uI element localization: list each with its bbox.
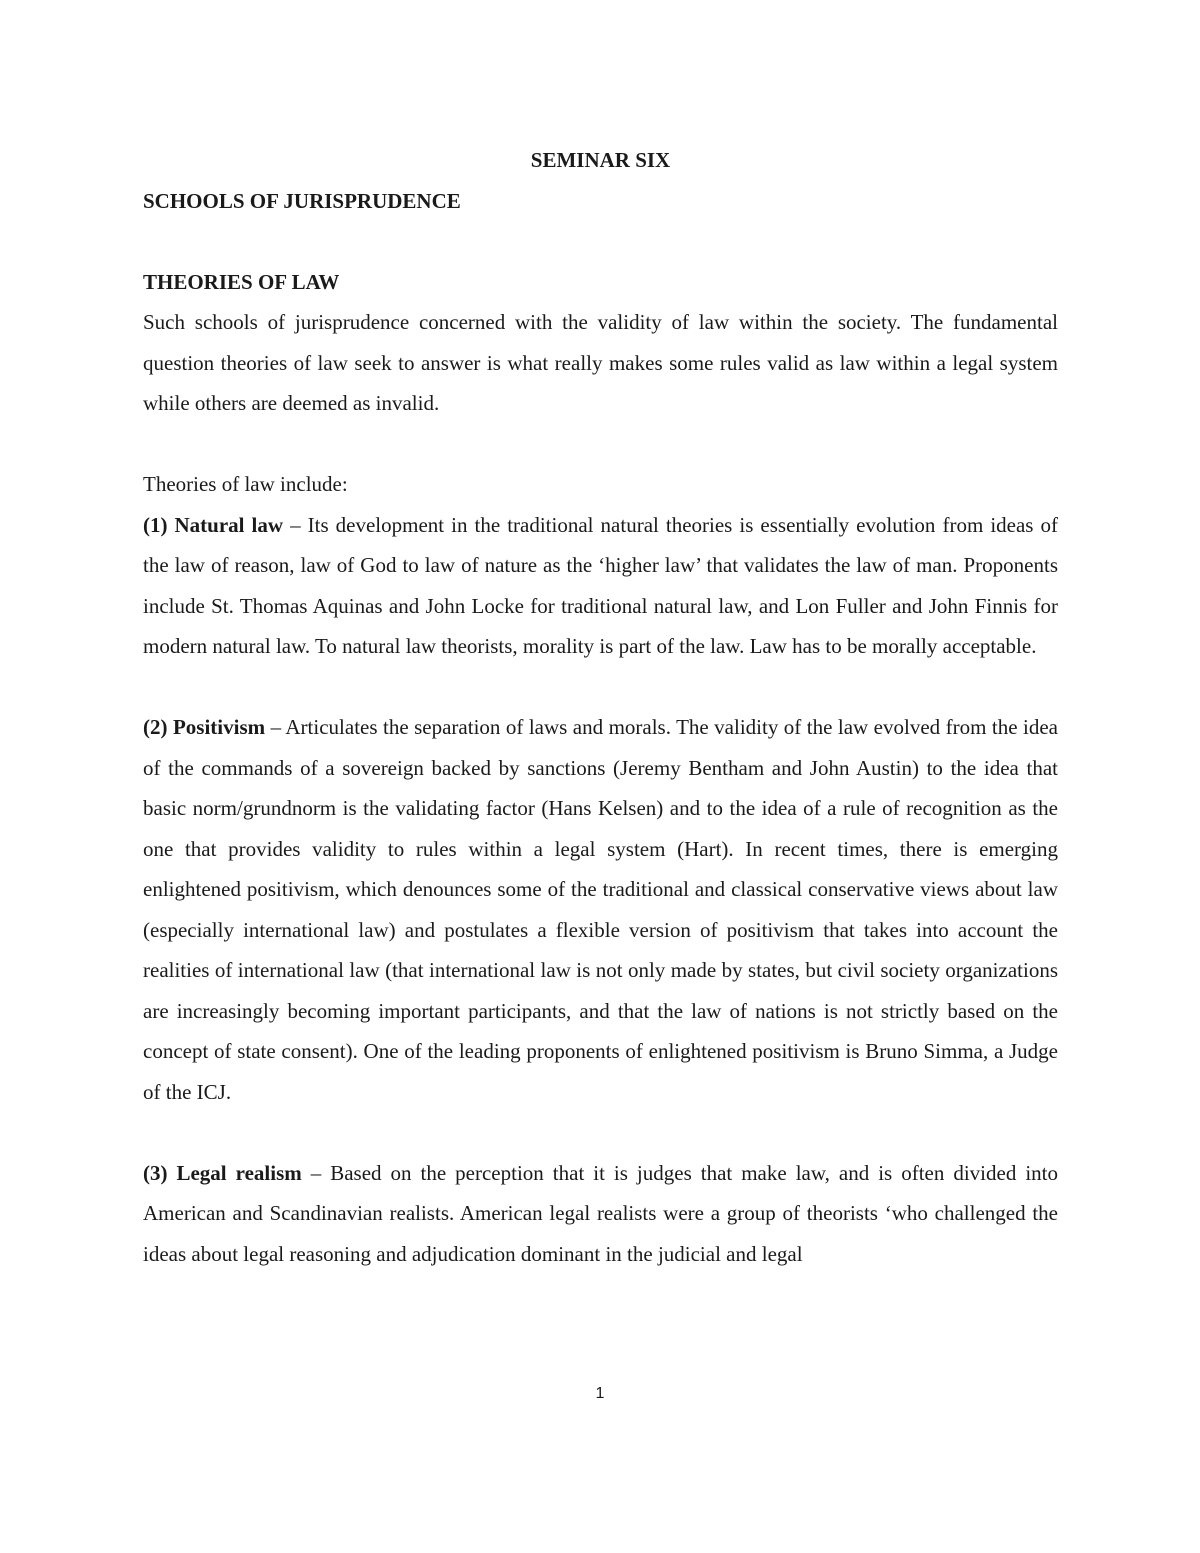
document-title: SEMINAR SIX (530, 148, 671, 172)
theory-item-natural-law (143, 505, 1058, 667)
theory-item-legal-realism (143, 1153, 1058, 1275)
theory-item-positivism (143, 707, 1058, 1112)
theory-lead: (2) Positivism (143, 715, 266, 739)
document-subtitle: SCHOOLS OF JURISPRUDENCE (143, 188, 461, 213)
spacer (143, 221, 1058, 262)
theory-text: – Based on the perception that it is judges that make law, and is often divided into American and Scandinavian realists. American legal realists were a group of theorists ‘who challenged the ideas about legal reasoning and adjudication dominant in the judicial and legal (143, 1160, 1058, 1266)
theory-text: – Articulates the separation of laws and morals. The validity of the law evolved from the idea of the commands of a sovereign backed by sanctions (Jeremy Bentham and John Austin) to the idea that basic norm/grundnorm is the validating factor (Hans Kelsen) and to the idea of a rule of recognition as the one that provides validity to rules within a legal system (Hart). In recent times, there is emerging enlightened positivism, which denounces some of the traditional and classical conservative views about law (especially international law) and postulates a flexible version of positivism that takes into account the realities of international law (that international law is not only made by states, but civil society organizations are increasingly becoming important participants, and that the law of nations is not strictly based on the concept of state consent). One of the leading proponents of enlightened positivism is Bruno Simma, a Judge of the ICJ. (143, 715, 1058, 1104)
spacer (143, 667, 1058, 708)
list-intro: Theories of law include: (143, 472, 348, 496)
page-number: 1 (595, 1385, 605, 1402)
document-body (143, 140, 1058, 1274)
theory-lead: (3) Legal realism (143, 1160, 302, 1185)
theory-text: – Its development in the traditional natural theories is essentially evolution from ideas of the law of reason, law of God to law of nature as the ‘higher law’ that validates the law of man. Proponents include St. Thomas Aquinas and John Locke for traditional natural law, and Lon Fuller and John Finnis for modern natural law. To natural law theorists, morality is part of the law. Law has to be morally acceptable. (143, 512, 1058, 658)
spacer (143, 424, 1058, 465)
spacer (143, 1112, 1058, 1153)
section-heading: THEORIES OF LAW (143, 269, 340, 294)
intro-paragraph: Such schools of jurisprudence concerned with the validity of law within the society. The fundamental question theories of law seek to answer is what really makes some rules valid as law within a legal system while others are deemed as invalid. (143, 310, 1058, 415)
theory-lead: (1) Natural law (143, 512, 284, 537)
